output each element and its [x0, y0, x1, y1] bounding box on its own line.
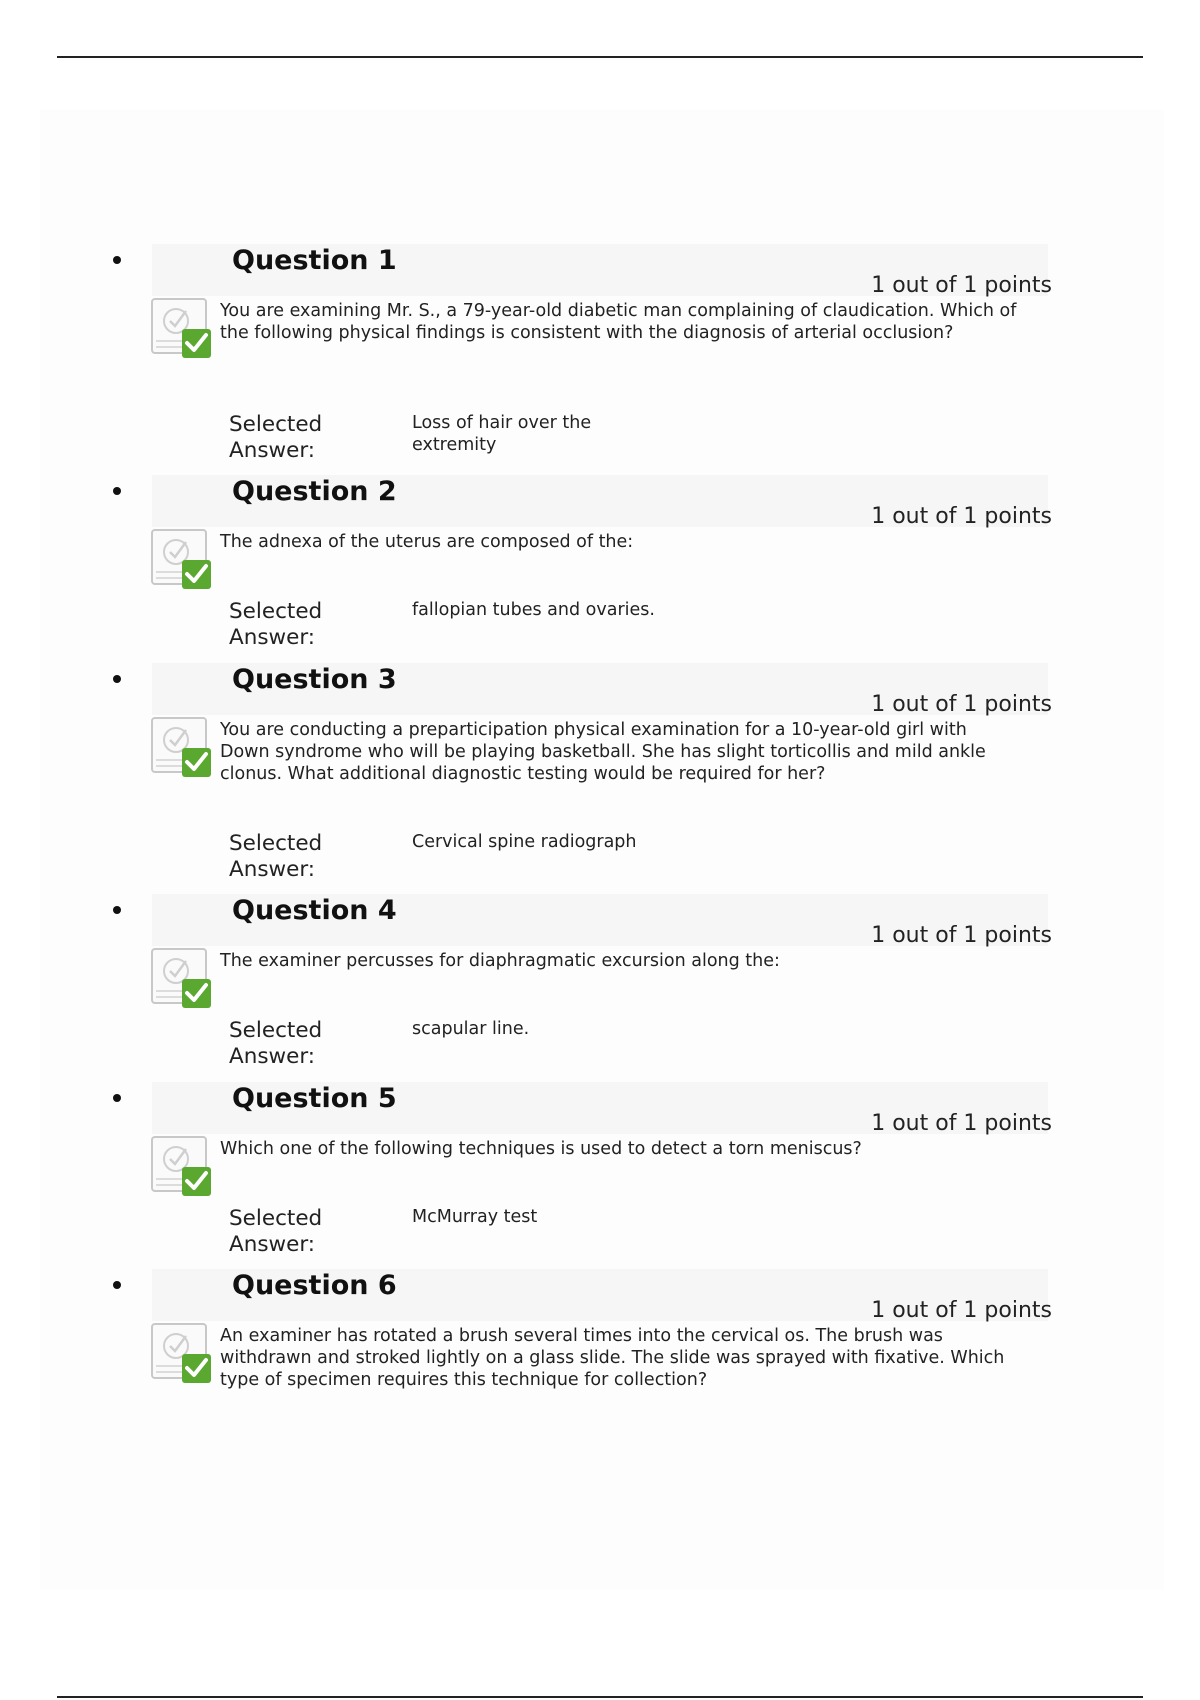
correct-check-icon: [150, 1135, 212, 1199]
points-score: 1 out of 1 points: [871, 1111, 1052, 1136]
bullet: [113, 1094, 121, 1102]
bullet: [113, 1281, 121, 1289]
bullet: [113, 487, 121, 495]
correct-check-icon: [150, 947, 212, 1011]
question-title: Question 2: [232, 476, 397, 507]
selected-answer-value: Cervical spine radiograph: [412, 832, 637, 852]
correct-check-icon: [150, 716, 212, 780]
question-title: Question 4: [232, 895, 397, 926]
page-top-rule: [57, 56, 1143, 58]
selected-answer-label: Selected Answer:: [229, 599, 323, 650]
selected-answer-label: Selected Answer:: [229, 1018, 323, 1069]
selected-answer-value: fallopian tubes and ovaries.: [412, 600, 655, 620]
bullet: [113, 256, 121, 264]
bullet: [113, 675, 121, 683]
points-score: 1 out of 1 points: [871, 923, 1052, 948]
question-text: You are conducting a preparticipation physical examination for a 10-year-old girl with Down syndrome who will be playing basketball. She has slight torticollis and mild ankle clonus. What additional diagnostic testing would be required for her?: [220, 720, 986, 784]
question-text: An examiner has rotated a brush several times into the cervical os. The brush was withdrawn and stroked lightly on a glass slide. The slide was sprayed with fixative. Which type of specimen requires this technique for collection?: [220, 1326, 1005, 1390]
correct-check-icon: [150, 528, 212, 592]
question-title: Question 1: [232, 245, 397, 276]
page-bottom-rule: [57, 1696, 1143, 1698]
question-title: Question 6: [232, 1270, 397, 1301]
bullet: [113, 906, 121, 914]
question-text: You are examining Mr. S., a 79-year-old diabetic man complaining of claudication. Which of the following physical findings is consistent with the diagnosis of arterial occlusion?: [220, 301, 1017, 343]
question-title: Question 5: [232, 1083, 397, 1114]
points-score: 1 out of 1 points: [871, 1298, 1052, 1323]
question-text: The examiner percusses for diaphragmatic excursion along the:: [220, 951, 780, 971]
points-score: 1 out of 1 points: [871, 692, 1052, 717]
selected-answer-value: scapular line.: [412, 1019, 530, 1039]
selected-answer-label: Selected Answer:: [229, 1206, 323, 1257]
correct-check-icon: [150, 1322, 212, 1386]
points-score: 1 out of 1 points: [871, 273, 1052, 298]
correct-check-icon: [150, 297, 212, 361]
selected-answer-value: McMurray test: [412, 1207, 538, 1227]
selected-answer-label: Selected Answer:: [229, 831, 323, 882]
question-text: The adnexa of the uterus are composed of the:: [220, 532, 634, 552]
question-text: Which one of the following techniques is used to detect a torn meniscus?: [220, 1139, 862, 1159]
points-score: 1 out of 1 points: [871, 504, 1052, 529]
selected-answer-label: Selected Answer:: [229, 412, 323, 463]
selected-answer-value: Loss of hair over the extremity: [412, 413, 592, 455]
question-title: Question 3: [232, 664, 397, 695]
